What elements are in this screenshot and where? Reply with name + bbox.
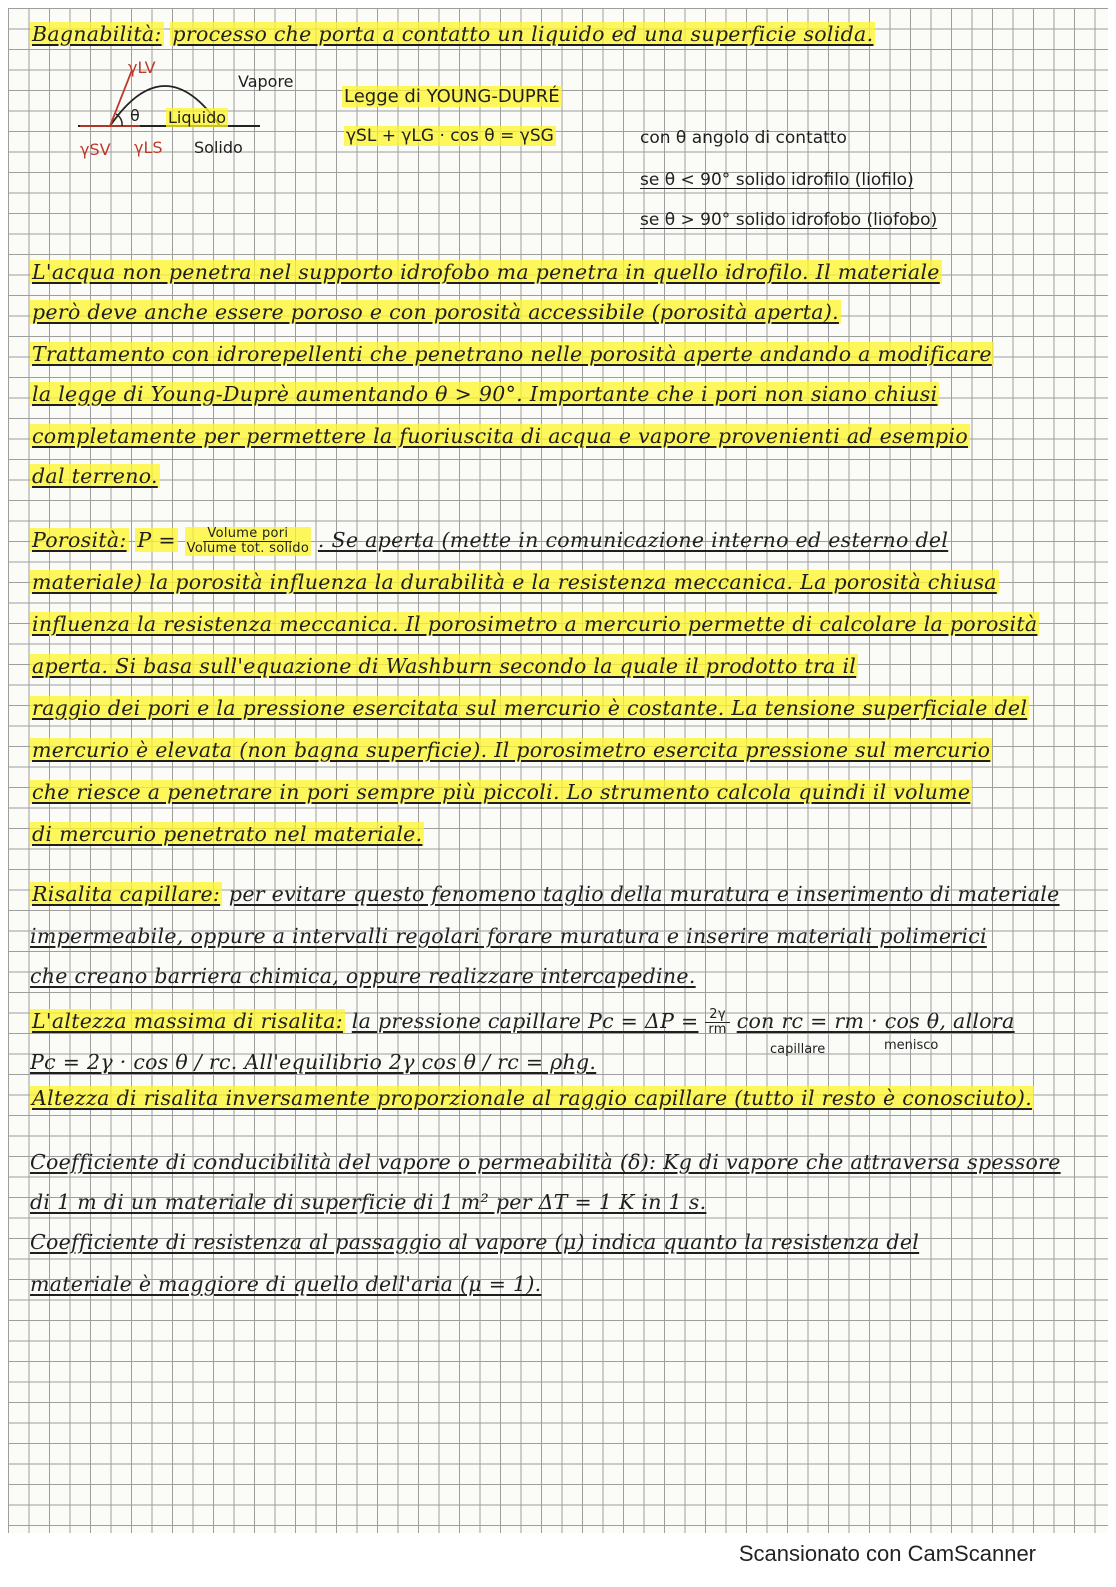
- para1-line-4: la legge di Young-Duprè aumentando θ > 90°. Importante che i pori non siano chiusi: [30, 380, 1086, 408]
- porosity-denominator: Volume tot. solido: [187, 542, 309, 556]
- porosity-line-8: di mercurio penetrato nel materiale.: [30, 820, 1086, 848]
- para1-line-6: dal terreno.: [30, 462, 1086, 490]
- vapour-line-2: di 1 m di un materiale di superficie di 1 m² per ΔT = 1 K in 1 s.: [30, 1188, 1086, 1216]
- para1-line-2: però deve anche essere poroso e con porosità accessibile (porosità aperta).: [30, 298, 1086, 326]
- porosity-numerator: Volume pori: [203, 527, 292, 542]
- solido-label: Solido: [194, 138, 243, 157]
- porosity-line-6: mercurio è elevata (non bagna superficie). Il porosimetro esercita pressione sul mercurio: [30, 736, 1086, 764]
- title-text: processo che porta a contatto un liquido ed una superficie solida.: [170, 22, 875, 46]
- para1-line-1: L'acqua non penetra nel supporto idrofobo ma penetra in quello idrofilo. Il materiale: [30, 258, 1086, 286]
- law-formula: γSL + γLG · cos θ = γSG: [344, 126, 556, 146]
- capillary-line-3: che creano barriera chimica, oppure realizzare intercapedine.: [30, 962, 1086, 990]
- porosity-line-3: influenza la resistenza meccanica. Il porosimetro a mercurio permette di calcolare la porosità: [30, 610, 1086, 638]
- law-note-hydrophilic: se θ < 90° solido idrofilo (liofilo): [640, 170, 914, 190]
- porosity-line-2: materiale) la porosità influenza la durabilità e la resistenza meccanica. La porosità chiusa: [30, 568, 1086, 596]
- vapour-line-3: Coefficiente di resistenza al passaggio al vapore (μ) indica quanto la resistenza del: [30, 1228, 1086, 1256]
- notebook-page: [8, 8, 1108, 1533]
- porosity-line-4: aperta. Si basa sull'equazione di Washburn secondo la quale il prodotto tra il: [30, 652, 1086, 680]
- capillary-height-term: L'altezza massima di risalita:: [30, 1009, 345, 1033]
- porosity-line-5: raggio dei pori e la pressione esercitata sul mercurio è costante. La tensione superficiale del: [30, 694, 1086, 722]
- liquido-label: Liquido: [166, 108, 228, 127]
- label-menisco: menisco: [884, 1038, 938, 1053]
- theta-label: θ: [130, 106, 140, 125]
- label-capillare: capillare: [770, 1042, 825, 1057]
- porosity-line-1-rest: . Se aperta (mette in comunicazione interno ed esterno del: [318, 528, 948, 552]
- vapour-line-1: Coefficiente di conducibilità del vapore o permeabilità (δ): Kg di vapore che attraversa spessore: [30, 1148, 1086, 1176]
- capillary-line-1: Risalita capillare: per evitare questo fenomeno taglio della muratura e inserimento di materiale: [30, 880, 1086, 908]
- title-line: [30, 20, 1086, 48]
- vapore-label: Vapore: [238, 72, 294, 91]
- porosity-line-7: che riesce a penetrare in pori sempre più piccoli. Lo strumento calcola quindi il volume: [30, 778, 1086, 806]
- para1-line-5: completamente per permettere la fuoriuscita di acqua e vapore provenienti ad esempio: [30, 422, 1086, 450]
- porosity-fraction: [185, 527, 311, 556]
- gamma-sv-label: γSV: [80, 140, 111, 159]
- capillary-height-line: L'altezza massima di risalita: la pressione capillare Pc = ΔP = $\frac{2\gamma}{rm}$ con rc = rm · cos θ, allora: [30, 1004, 1086, 1038]
- capillary-fraction: $\frac{2\gamma}{rm}$: [705, 1008, 730, 1037]
- capillary-eq-line: Pc = 2γ · cos θ / rc. All'equilibrio 2γ cos θ / rc = ρhg.: [30, 1048, 1086, 1076]
- porosity-line-1: [30, 520, 1086, 560]
- capillary-term: Risalita capillare:: [30, 882, 222, 906]
- title-term: Bagnabilità:: [30, 22, 164, 46]
- gamma-lv-label: γLV: [128, 58, 156, 77]
- gamma-ls-label: γLS: [134, 138, 163, 157]
- law-note-hydrophobic: se θ > 90° solido idrofobo (liofobo): [640, 210, 937, 230]
- vapour-line-4: materiale è maggiore di quello dell'aria (μ = 1).: [30, 1270, 1086, 1298]
- law-note-angle: con θ angolo di contatto: [640, 128, 847, 148]
- porosity-term: Porosità:: [30, 528, 129, 552]
- law-title: Legge di YOUNG-DUPRÉ: [342, 86, 562, 107]
- capillary-conclusion: Altezza di risalita inversamente proporzionale al raggio capillare (tutto il resto è conosciuto).: [30, 1084, 1086, 1112]
- scanner-watermark: Scansionato con CamScanner: [739, 1541, 1036, 1567]
- para1-line-3: Trattamento con idrorepellenti che penetrano nelle porosità aperte andando a modificare: [30, 340, 1086, 368]
- capillary-line-2: impermeabile, oppure a intervalli regolari forare muratura e inserire materiali polimerici: [30, 922, 1086, 950]
- porosity-p: P =: [135, 528, 177, 552]
